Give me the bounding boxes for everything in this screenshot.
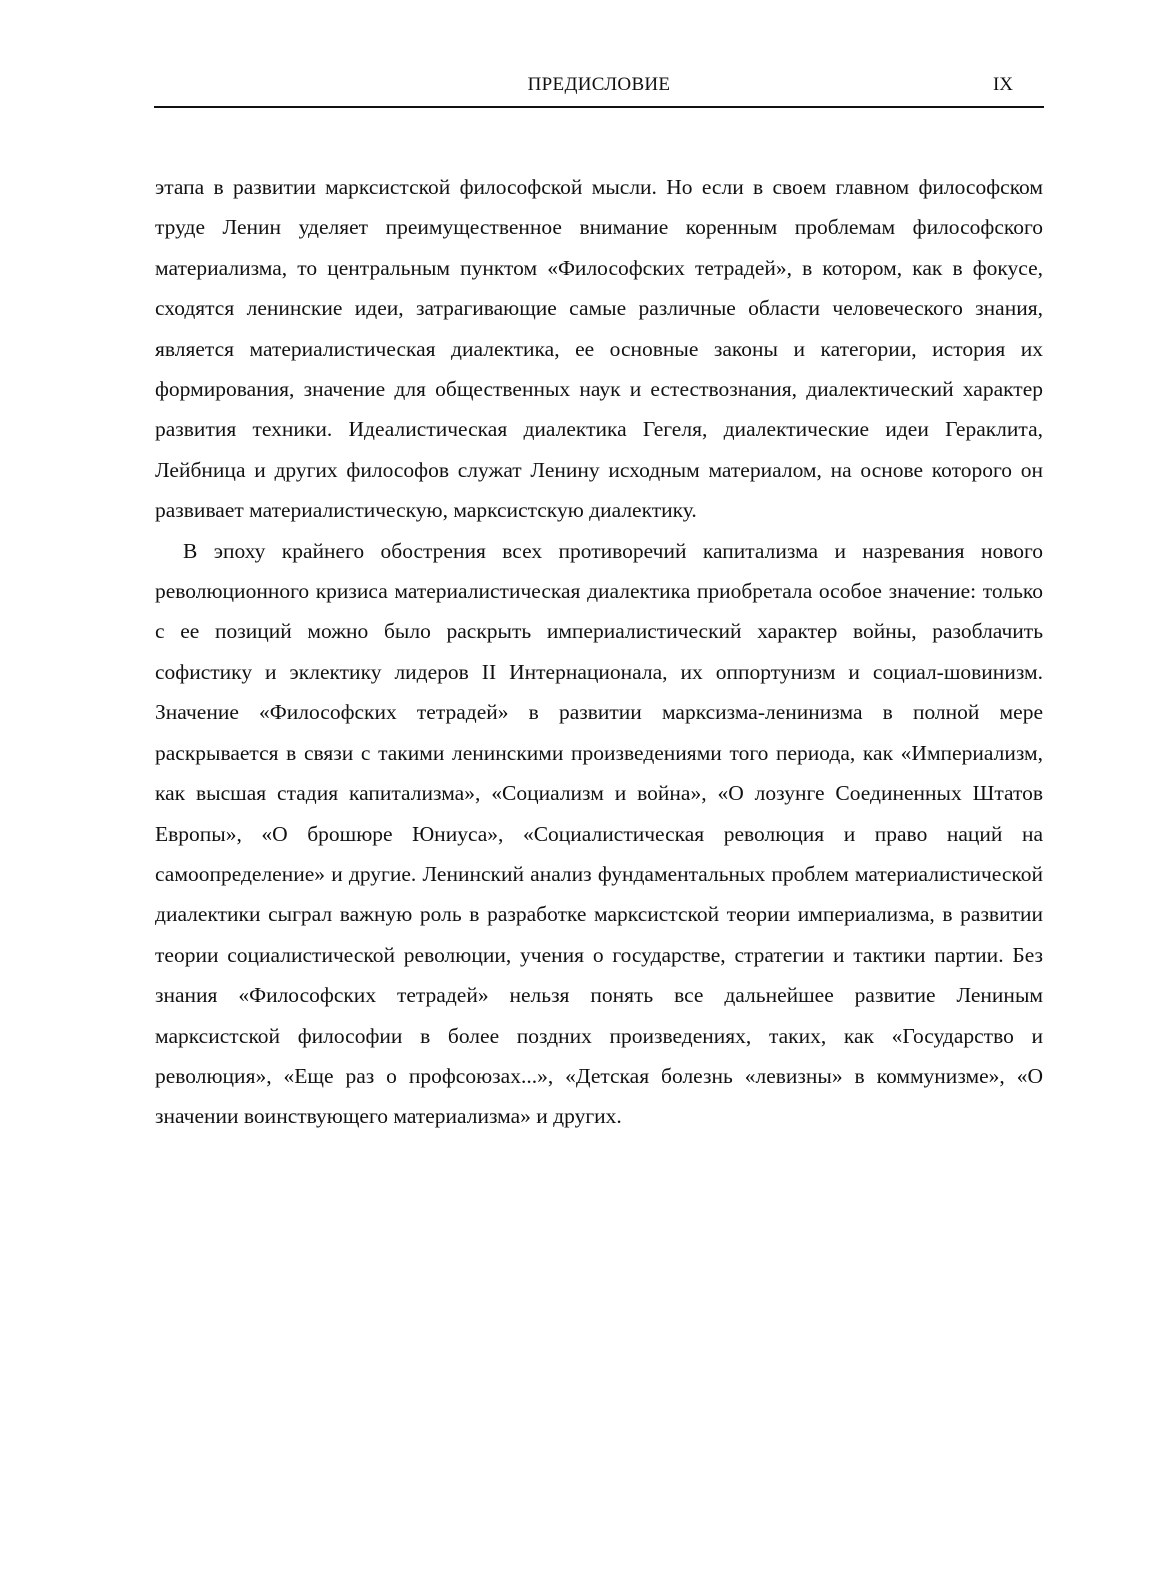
paragraph-continued: этапа в развитии марксистской философской мысли. Но если в своем главном философском труде Ленин уделяет преимущественное внимание коренным проблемам философского материализма, то центральным пунктом «Философских тетрадей», в котором, как в фокусе, сходятся ленинские идеи, затрагивающие самые различные области человеческого знания, является материалистическая диалектика, ее основные законы и категории, история их формирования, значение для общественных наук и естествознания, диалектический характер развития техники. Идеалистическая диалектика Гегеля, диалектические идеи Гераклита, Лейбница и других философов служат Ленину исходным материалом, на основе которого он развивает материалистическую, марксистскую диалектику. — [155, 175, 1043, 523]
paragraph: В эпоху крайнего обострения всех противоречий капитализма и назревания нового революционного кризиса материалистическая диалектика приобретала особое значение: только с ее позиций можно было раскрыть империалистический характер войны, разоблачить софистику и эклектику лидеров II Интернационала, их оппортунизм и социал-шовинизм. Значение «Философских тетрадей» в развитии марксизма-ленинизма в полной мере раскрывается в связи с такими ленинскими произведениями того периода, как «Империализм, как высшая стадия капитализма», «Социализм и война», «О лозунге Соединенных Штатов Европы», «О брошюре Юниуса», «Социалистическая революция и право наций на самоопределение» и другие. Ленинский анализ фундаментальных проблем материалистической диалектики сыграл важную роль в разработке марксистской теории империализма, в развитии теории социалистической революции, учения о государстве, стратегии и тактики партии. Без знания «Философских тетрадей» нельзя понять все дальнейшее развитие Лениным марксистской философии в более поздних произведениях, таких, как «Государство и революция», «Еще раз о профсоюзах...», «Детская болезнь «левизны» в коммунизме», «О значении воинствующего материализма» и других. — [155, 538, 1043, 1129]
running-header — [154, 72, 1044, 108]
page-number: IX — [992, 74, 1013, 95]
header-title: ПРЕДИСЛОВИЕ — [527, 74, 671, 95]
body-text — [155, 167, 1043, 1137]
